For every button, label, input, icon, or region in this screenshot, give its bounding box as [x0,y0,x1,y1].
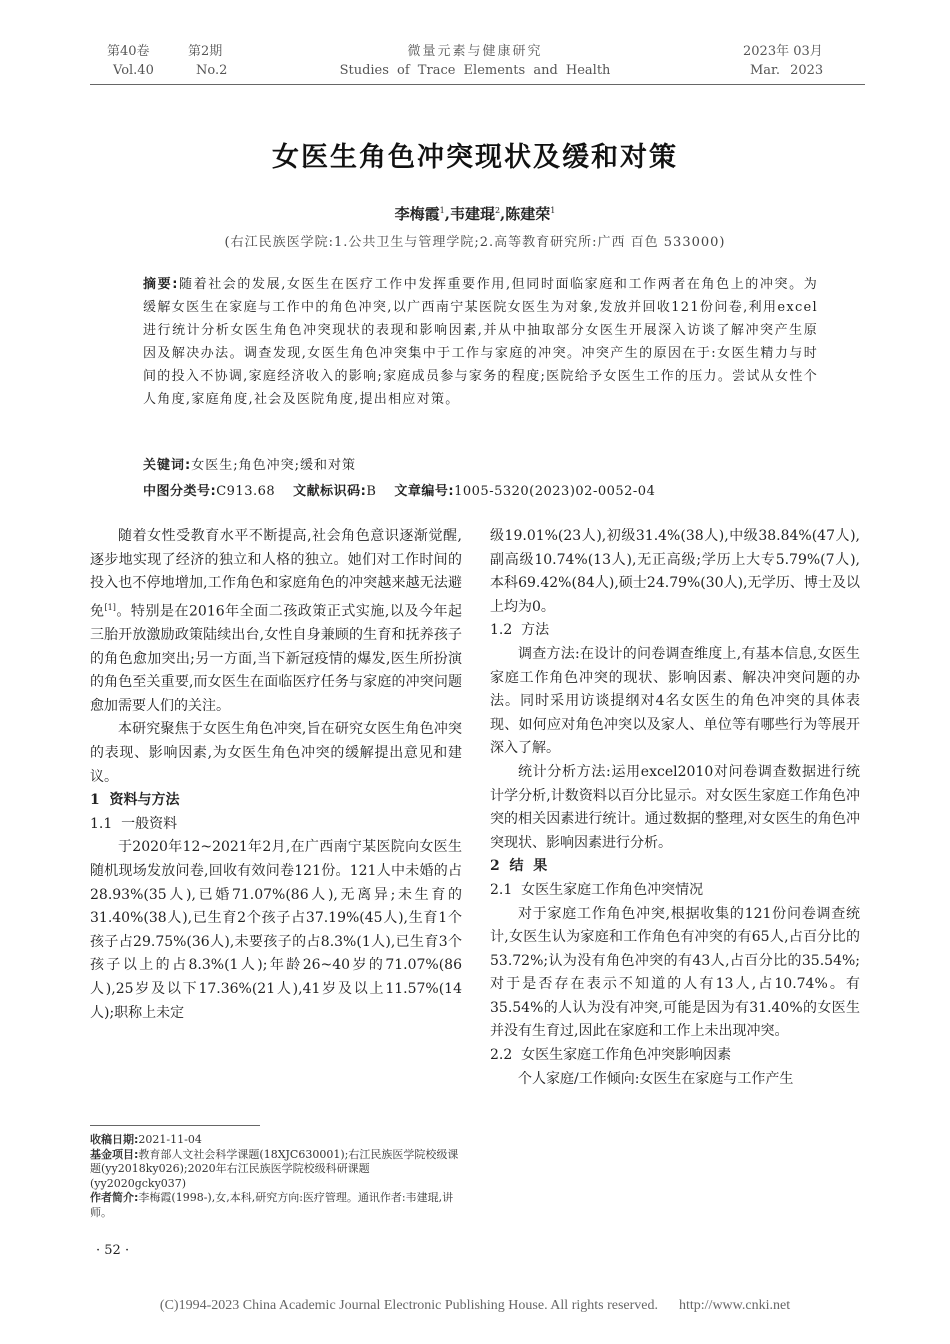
abstract-text: 随着社会的发展,女医生在医疗工作中发挥重要作用,但同时面临家庭和工作两者在角色上的冲突。为缓解女医生在家庭与工作中的角色冲突,以广西南宁某医院女医生为对象,发放并回收121份问卷,利用excel进行统计分析女医生角色冲突现状的表现和影响因素,并从中抽取部分女医生开展深入访谈了解冲突产生原因及解决办法。调查发现,女医生角色冲突集中于工作与家庭的冲突。冲突产生的原因在于:女医生精力与时间的投入不协调,家庭经济收入的影响;家庭成员参与家务的程度;医院给予女医生工作的压力。尝试从女性个人角度,家庭角度,社会及医院角度,提出相应对策。 [143,277,818,407]
header-rule [90,84,865,85]
paragraph-text: 。特别是在2016年全面二孩政策正式实施,以及今年起三胎开放激励政策陆续出台,女性自身兼顾的生育和抚养孩子的角色愈加突出;另一方面,当下新冠疫情的爆发,医生所扮演的角色至关重要,而女医生在面临医疗任务与家庭的冲突问题愈加需要人们的关注。 [90,603,463,714]
received-label: 收稿日期: [90,1133,139,1146]
date-cn: 2023年 03月 [743,44,823,59]
paragraph-text: 随着女性受教育水平不断提高,社会角色意识逐渐觉醒,逐步地实现了经济的独立和人格的独立。她们对工作时间的投入也不停地增加,工作角色和家庭角色的冲突越来越无法避免 [90,528,462,620]
paragraph: 统计分析方法:运用excel2010对问卷调查数据进行统计学分析,计数资料以百分比显示。对女医生家庭工作角色冲突的相关因素进行统计。通过数据的整理,对女医生的角色冲突现状、影响因素进行分析。 [490,763,860,851]
classification-line [143,480,843,499]
author-list [0,203,950,224]
footnote-rule [90,1125,260,1126]
paragraph: 个人家庭/工作倾向:女医生在家庭与工作产生 [518,1070,794,1087]
author-bio-label: 作者简介: [90,1191,139,1205]
subsection-heading: 2.2 女医生家庭工作角色冲突影响因素 [490,1047,732,1064]
article-no-value: 1005-5320(2023)02-0052-04 [454,484,656,499]
article-no-label: 文章编号: [394,484,455,499]
author-name: 李梅霞 [394,205,440,223]
paragraph: 对于家庭工作角色冲突,根据收集的121份问卷调查统计,女医生认为家庭和工作角色有冲突的有65人,占百分比的53.72%;认为没有角色冲突的有43人,占百分比的35.54%;对于是否存在表示不知道的人有13人,占10.74%。有35.54%的人认为没有冲突,可能是因为有31.40%的女医生并没有生育过,因此在家庭和工作上未出现冲突。 [490,905,860,1040]
paragraph: 本研究聚焦于女医生角色冲突,旨在研究女医生角色冲突的表现、影响因素,为女医生角色冲突的缓解提出意见和建议。 [90,721,462,785]
fund-label: 基金项目: [90,1147,139,1161]
cnki-link[interactable]: http://www.cnki.net [679,1298,791,1313]
subsection-heading: 2.1 女医生家庭工作角色冲突情况 [490,881,704,898]
clc-label: 中图分类号: [143,484,217,499]
author-affil-mark: 2 [494,206,501,215]
author-name: 韦建琨 [449,205,495,223]
paragraph: 于2020年12~2021年2月,在广西南宁某医院向女医生随机现场发放问卷,回收有效问卷121份。121人中未婚的占28.93%(35人),已婚71.07%(86人),无离异;未生育的31.40%(38人),已生育2个孩子占37.19%(45人),生育1个孩子占29.75%(36人),未要孩子的占8.3%(1人),已生育3个孩子以上的占8.3%(1人);年龄26~40岁的71.07%(86人),25岁及以下17.36%(21人),41岁及以上11.57%(14人);职称上未定 [90,839,462,1021]
paragraph: 级19.01%(23人),初级31.4%(38人),中级38.84%(47人),副高级10.74%(13人),无正高级;学历上大专5.79%(7人),本科69.42%(84人),硕士24.79%(30人),无学历、博士及以上均为0。 [490,528,860,615]
author-separator: , [444,205,450,223]
right-column [490,525,860,1091]
paragraph: 调查方法:在设计的问卷调查维度上,有基本信息,女医生家庭工作角色冲突的现状、影响因素、解决冲突问题的办法。同时采用访谈提纲对4名女医生的角色冲突的具体表现、如何应对角色冲突以及家人、单位等有哪些行为等展开深入了解。 [490,645,860,757]
keywords-label: 关键词: [143,458,192,473]
doc-code-value: B [366,484,377,499]
paper-title: 女医生角色冲突现状及缓和对策 [272,142,678,173]
abstract [143,273,818,411]
volume-cn: 第40卷 [107,44,150,59]
copyright-text: (C)1994-2023 China Academic Journal Electronic Publishing House. All rights reserved. [159,1298,658,1313]
issue-en: No.2 [196,63,228,78]
footnote [90,1133,462,1221]
affiliation: (右江民族医学院:1.公共卫生与管理学院;2.高等教育研究所:广西 百色 533000) [224,235,726,250]
date-en: Mar. 2023 [750,63,824,78]
subsection-heading: 1.2 方法 [490,622,550,639]
keywords [143,454,818,473]
left-column [90,525,462,1025]
author-bio-line [90,1191,462,1220]
issue-cn: 第2期 [188,44,223,59]
keywords-text: 女医生;角色冲突;缓和对策 [191,458,356,473]
author-name: 陈建荣 [505,205,551,223]
abstract-label: 摘要: [143,277,179,292]
author-bio-text: 李梅霞(1998-),女,本科,研究方向:医疗管理。通讯作者:韦建琨,讲师。 [90,1191,454,1219]
author-separator: , [500,205,506,223]
fund-text: 教育部人文社会科学课题(18XJC630001);右江民族医学院校级课题(yy2018ky026);2020年右江民族医学院校级科研课题(yy2020gcky037) [90,1147,459,1190]
section-heading: 2 结 果 [490,858,548,875]
paragraph [90,525,462,718]
fund-line [90,1148,462,1192]
doc-code-label: 文献标识码: [293,484,367,499]
received-date: 2021-11-04 [138,1133,202,1146]
copyright-footer [0,1298,950,1314]
journal-name-en: Studies of Trace Elements and Health [339,63,611,78]
author-affil-mark: 1 [439,206,445,215]
section-heading: 1 资料与方法 [90,792,180,809]
page-number: · 52 · [96,1243,130,1258]
citation-ref: [1] [104,602,116,612]
volume-en: Vol.40 [113,63,154,78]
clc-value: C913.68 [216,484,276,499]
journal-name-cn: 微量元素与健康研究 [407,44,543,59]
subsection-heading: 1.1 一般资料 [90,815,178,832]
author-affil-mark: 1 [550,206,556,215]
received-line [90,1133,462,1148]
